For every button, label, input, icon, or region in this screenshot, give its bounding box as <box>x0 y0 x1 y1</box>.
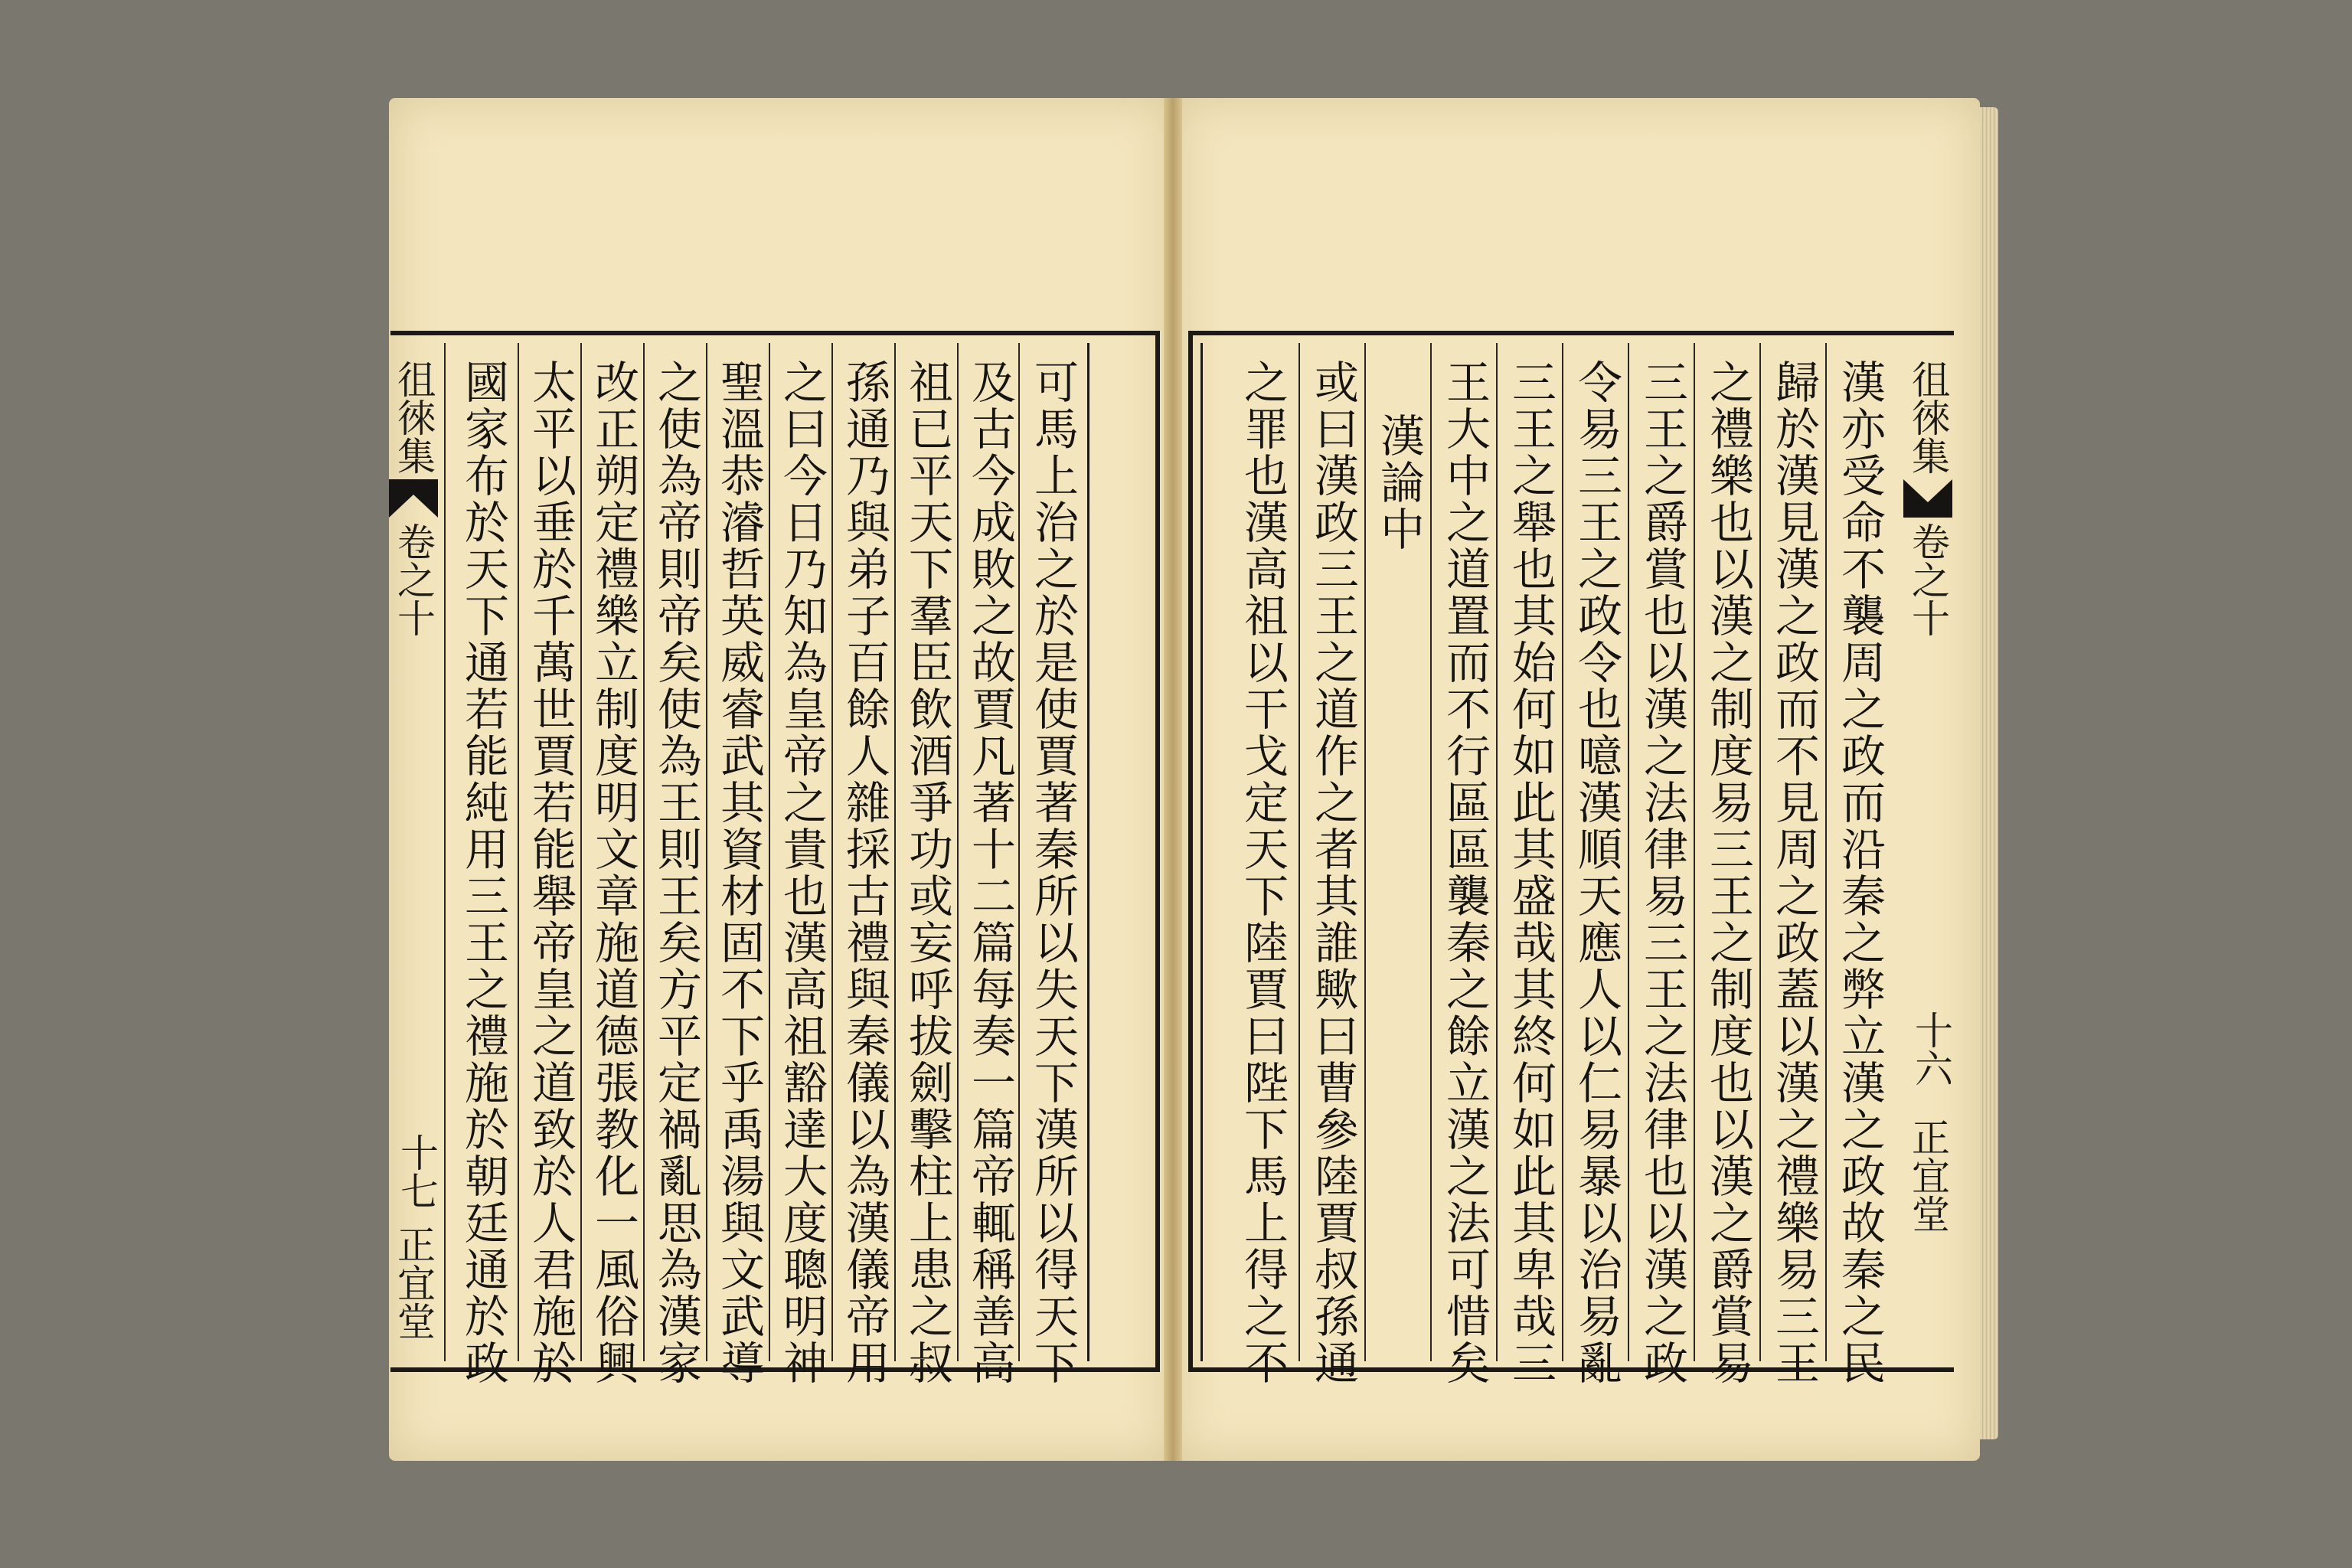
right-col-9: 或 曰 漢 政 三 王 之 道 作 之 者 其 誰 歟 曰 曹 參 陸 賈 叔 孫 通 <box>1314 357 1359 1390</box>
right-col-3: 之 禮 樂 也 以 漢 之 制 度 易 三 王 之 制 度 也 以 漢 之 爵 賞 易 <box>1709 357 1754 1390</box>
left-col-8: 改 正 朔 定 禮 樂 立 制 度 明 文 章 施 道 德 張 教 化 一 風 俗 興 <box>594 357 639 1390</box>
section-heading: 漢 論 中 <box>1380 410 1425 556</box>
right-folio-number: 十六 <box>1909 1011 1953 1087</box>
right-publisher <box>1903 1118 1952 1233</box>
right-margin-volume: 卷之十 <box>1906 522 1950 637</box>
left-col-4: 孫 通 乃 與 弟 子 百 餘 人 雜 採 古 禮 與 秦 儀 以 為 漢 儀 帝 用 <box>845 357 890 1390</box>
left-margin-title-text: 徂徠集 <box>391 360 436 475</box>
left-folio-number: 十七 <box>394 1133 439 1210</box>
book-gutter <box>1164 98 1182 1461</box>
column-rule <box>1298 343 1300 1361</box>
right-col-5: 令 易 三 王 之 政 令 也 噫 漢 順 天 應 人 以 仁 易 暴 以 治 易 亂 <box>1577 357 1622 1390</box>
left-col-3: 祖 已 平 天 下 羣 臣 飲 酒 爭 功 或 妄 呼 拔 劍 擊 柱 上 患 之 叔 <box>908 357 953 1390</box>
left-col-9: 太 平 以 垂 於 千 萬 世 賈 若 能 舉 帝 皇 之 道 致 於 人 君 施 於 <box>531 357 577 1390</box>
left-col-10: 國 家 布 於 天 下 通 若 能 純 用 三 王 之 禮 施 於 朝 廷 通 於 政 <box>464 357 509 1390</box>
right-col-4: 三 王 之 爵 賞 也 以 漢 之 法 律 易 三 王 之 法 律 也 以 漢 之 政 <box>1643 357 1688 1390</box>
left-col-1: 可 馬 上 治 之 於 是 使 賈 著 秦 所 以 失 天 下 漢 所 以 得 天 下 <box>1034 357 1079 1390</box>
left-col-5: 之 曰 今 日 乃 知 為 皇 帝 之 貴 也 漢 高 祖 豁 達 大 度 聰 明 神 <box>782 357 828 1390</box>
column-rule <box>444 343 446 1361</box>
right-col-2: 歸 於 漢 見 漢 之 政 而 不 見 周 之 政 蓋 以 漢 之 禮 樂 易 三 王 <box>1775 357 1820 1390</box>
left-publisher <box>389 1225 438 1340</box>
left-publisher-text: 正宜堂 <box>391 1225 436 1340</box>
left-col-2: 及 古 今 成 敗 之 故 賈 凡 著 十 二 篇 每 奏 一 篇 帝 輒 稱 善 高 <box>971 357 1016 1390</box>
fish-tail-icon <box>389 479 438 518</box>
right-publisher-text: 正宜堂 <box>1906 1118 1950 1233</box>
right-col-1: 漢 亦 受 命 不 襲 周 之 政 而 沿 秦 之 弊 立 漢 之 政 故 秦 之 民 <box>1841 357 1886 1390</box>
right-margin-title-text: 徂徠集 <box>1906 360 1950 475</box>
right-folio <box>1903 1011 1952 1096</box>
left-col-7: 之 使 為 帝 則 帝 矣 使 為 王 則 王 矣 方 平 定 禍 亂 思 為 漢 家 <box>657 357 702 1390</box>
right-col-6: 三 王 之 舉 也 其 始 何 如 此 其 盛 哉 其 終 何 如 此 其 卑 哉 三 <box>1511 357 1557 1390</box>
fish-tail-icon <box>1903 479 1952 518</box>
frame-inner-line <box>1087 343 1089 1361</box>
right-col-7: 王 大 中 之 道 置 而 不 行 區 區 襲 秦 之 餘 立 漢 之 法 可 惜 矣 <box>1446 357 1491 1390</box>
left-col-6: 聖 溫 恭 濬 哲 英 威 睿 武 其 資 材 固 不 下 乎 禹 湯 與 文 武 導 <box>720 357 765 1390</box>
left-margin-volume: 卷之十 <box>391 522 436 637</box>
column-rule <box>518 343 519 1361</box>
frame-inner-line <box>1200 343 1203 1361</box>
left-folio <box>389 1133 438 1219</box>
right-col-10: 之 罪 也 漢 高 祖 以 干 戈 定 天 下 陸 賈 曰 陛 下 馬 上 得 之 不 <box>1243 357 1289 1390</box>
